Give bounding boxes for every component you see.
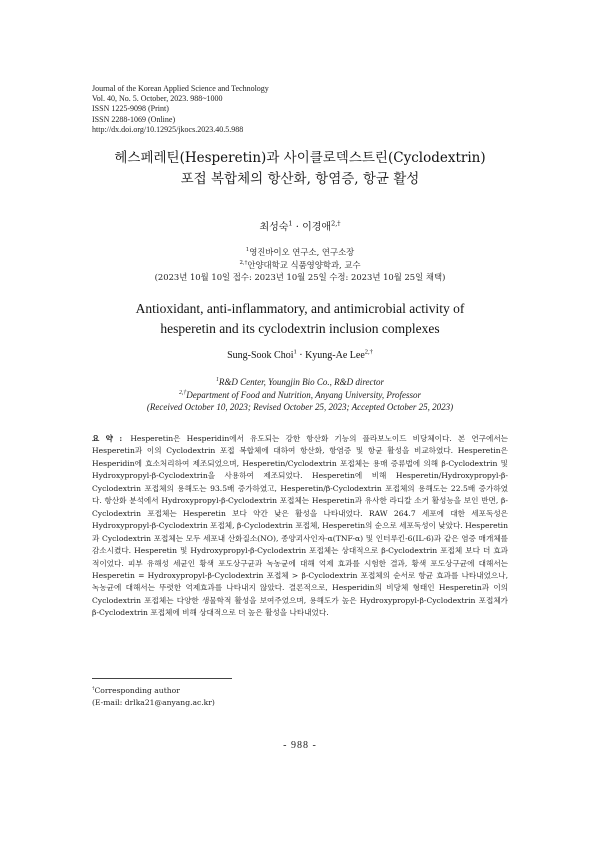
footnote-mark: † — [92, 685, 95, 692]
english-dates: (Received October 10, 2023; Revised October 25, 2023; Accepted October 25, 2023) — [146, 402, 454, 412]
korean-author1: 최성숙 — [259, 222, 289, 233]
english-aff1-line — [0, 376, 600, 389]
english-aff2-line — [0, 389, 600, 402]
korean-aff1: 영진바이오 연구소, 연구소장 — [249, 247, 355, 257]
english-title — [0, 299, 600, 339]
korean-aff2-sup: 2,† — [239, 259, 248, 266]
journal-info — [92, 84, 269, 135]
korean-title-line1: 헤스페레틴(Hesperetin)과 사이클로덱스트린(Cyclodextrin) — [114, 150, 486, 166]
korean-aff1-line — [0, 246, 600, 259]
journal-name: Journal of the Korean Applied Science and Technology — [92, 84, 269, 93]
english-aff2: Department of Food and Nutrition, Anyang University, Professor — [186, 389, 422, 400]
journal-issn-online: ISSN 2288-1069 (Online) — [92, 114, 176, 124]
footnote-divider — [92, 678, 232, 679]
korean-aff1-sup: 1 — [245, 247, 250, 254]
footnote — [92, 685, 215, 709]
korean-author1-sup: 1 — [288, 219, 293, 228]
korean-author2: 이경애 — [302, 222, 332, 233]
english-aff1: R&D Center, Youngjin Bio Co., R&D director — [218, 377, 384, 387]
korean-author-separator: · — [292, 222, 303, 233]
english-aff1-sup: 1 — [215, 377, 219, 383]
abstract-text: Hesperetin은 Hesperidin에서 유도되는 강한 항산화 기능의 플라보노이드 비당체이다. 본 연구에서는 Hesperetin과 이의 Cyclodextrin 포접 복합체에 대하여 항산화, 항염증 및 항균 활성을 비교하였다. Hesperetin은 Hesperidin에 효소처리하여 제조되었으며, Hesperetin/Cyclodextrin 포접체는 용매 증류법에 의해 β-Cyclodextrin 및 Hydroxypropyl-β-Cyclodextrin을 사용하여 제조되었다. Hesperetin에 비해 Hesperetin/Hydroxypropyl-β-Cyclodextrin 포접체의 용해도는 93.5배 증가하였고, Hesperetin/β-Cyclodextrin 포접체의 용해도는 22.5배 증가하였다. 항산화 분석에서 Hydroxypropyl-β-Cyclodextrin 포접체는 Hesperetin과 유사한 라디칼 소거 활성능을 보인 반면, β-Cyclodextrin 포접체는 Hesperetin 보다 약간 낮은 활성을 나타내었다. RAW 264.7 세포에 대한 세포독성은 Hydroxypropyl-β-Cyclodextrin 포접체, β-Cyclodextrin 포접체, Hesperetin의 순으로 세포독성이 낮았다. Hesperetin과 Cyclodextrin 포접체는 모두 세포내 산화질소(NO), 종양괴사인자-α(TNF-α) 및 인터루킨-6(IL-6)과 같은 염증 매개체를 감소시켰다. Hesperetin 및 Hydroxypropyl-β-Cyclodextrin 포접체는 상대적으로 β-Cyclodextrin 포접체 보다 더 효과적이었다. 피부 유해성 세균인 황색 포도상구균과 녹농균에 대해 억제 효과를 시험한 결과, 황색 포도상구균에 대해서는 Hesperetin = Hydroxypropyl-β-Cyclodextrin 포접체 > β-Cyclodextrin 포접체의 순서로 항균 효과를 나타내었으나, 녹농균에 대해서는 뚜렷한 억제효과를 나타내지 않았다. 결론적으로, Hesperidin의 비당체 형태인 Hesperetin과 이의 Cyclodextrin 포접체는 다양한 생물학적 활성을 보여주었으며, 용해도가 높은 Hydroxypropyl-β-Cyclodextrin 포접체가 β-Cyclodextrin 포접체에 비해 상대적으로 더 높은 활성을 나타내었다. — [92, 434, 509, 618]
english-affiliations — [0, 376, 600, 414]
abstract-label: 요 약 : — [92, 434, 123, 443]
corresponding-email[interactable]: (E-mail: drlka21@anyang.ac.kr) — [92, 698, 215, 707]
korean-author2-sup: 2,† — [331, 219, 341, 228]
korean-aff2-line — [0, 259, 600, 272]
page-number: - 988 - — [283, 740, 317, 751]
english-author1: Sung-Sook Choi — [227, 350, 294, 361]
journal-issn-print: ISSN 1225-9098 (Print) — [92, 104, 169, 114]
journal-volume: Vol. 40, No. 5. October, 2023. 988~1000 — [92, 94, 223, 104]
english-author2: Kyung-Ae Lee — [305, 350, 365, 361]
korean-title-line2: 포접 복합체의 항산화, 항염증, 항균 활성 — [180, 171, 420, 187]
english-title-line2: hesperetin and its cyclodextrin inclusion complexes — [160, 321, 440, 336]
english-aff2-sup: 2,† — [178, 389, 187, 396]
corresponding-author-label: Corresponding author — [94, 686, 180, 695]
english-author-separator: · — [296, 350, 306, 361]
english-title-line1: Antioxidant, anti-inflammatory, and antimicrobial activity of — [135, 301, 465, 316]
korean-authors — [0, 218, 600, 233]
korean-affiliations — [0, 246, 600, 284]
abstract — [92, 433, 508, 620]
korean-title — [0, 148, 600, 190]
english-authors — [0, 350, 600, 361]
korean-aff2: 안양대학교 식품영양학과, 교수 — [247, 259, 361, 270]
journal-doi[interactable]: http://dx.doi.org/10.12925/jkocs.2023.40.5.988 — [92, 124, 244, 134]
english-author2-sup: 2,† — [364, 348, 373, 356]
english-author1-sup: 1 — [293, 348, 297, 356]
korean-dates: (2023년 10월 10일 접수: 2023년 10월 25일 수정: 2023년 10월 25일 채택) — [154, 272, 446, 282]
corresponding-author-line — [92, 685, 215, 697]
